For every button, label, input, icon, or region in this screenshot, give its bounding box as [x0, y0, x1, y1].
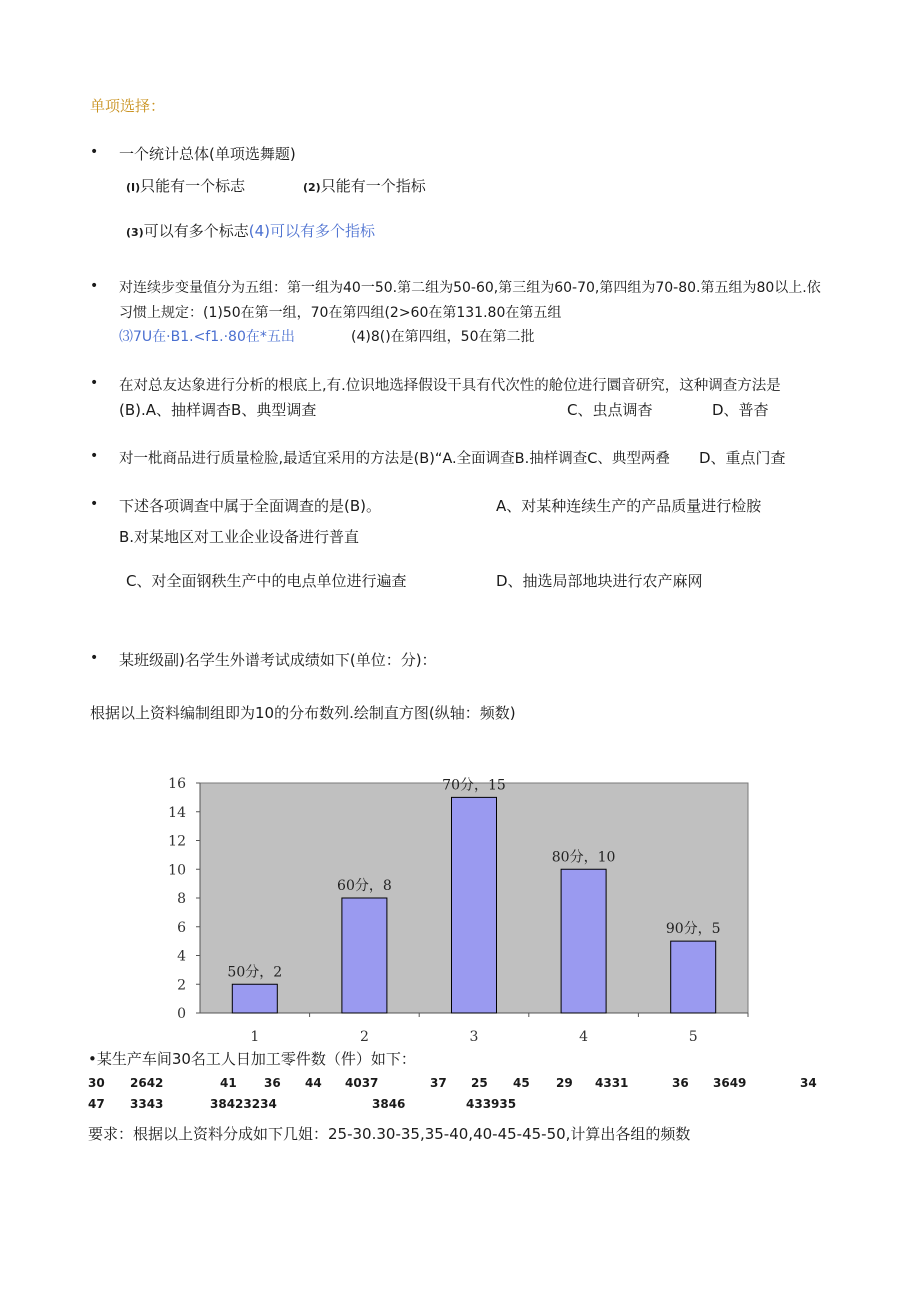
- q7-row1-10: 4331: [595, 1076, 629, 1090]
- q5-option-a: A、对某种连续生产的产品质量进行检胺: [496, 497, 762, 515]
- y-tick-label: 14: [168, 804, 186, 821]
- q7-row2-3: 3846: [372, 1097, 406, 1111]
- q7-row1-11: 36: [672, 1076, 689, 1090]
- data-label: 60分，8: [337, 878, 392, 894]
- q4-text: 对一枇商品进行质量检脸,最适宜采用的方法是(B)“A.全面调查B.抽样调查C、典型两叠: [119, 451, 670, 467]
- bullet-icon: •: [90, 278, 99, 294]
- q7-row2-2: 38423234: [210, 1097, 277, 1111]
- section-heading: 单项选择：: [90, 97, 166, 115]
- q1-option-1: [126, 175, 245, 196]
- q1-stem: 一个统计总体(单项选舞题): [119, 145, 296, 163]
- bullet-icon: •: [90, 448, 99, 464]
- q7-row1-8: 45: [513, 1076, 530, 1090]
- bullet-icon: •: [90, 496, 99, 512]
- data-label: 70分，15: [442, 777, 506, 794]
- q5-option-d: D、抽选局部地块进行农产麻网: [496, 572, 703, 590]
- data-label: 50分，2: [227, 964, 283, 981]
- q1-option-3-mark: (3): [126, 226, 144, 239]
- q3-line-1: 在对总友达象进行分析的根底上,有.位识地选择假设干具有代次性的舱位进行圜音研究，这种调查方法是: [119, 378, 781, 394]
- q7-row1-6: 37: [430, 1076, 447, 1090]
- q6-requirement: 根据以上资料编制组即为10的分布数列.绘制直方图(纵轴：频数): [90, 704, 516, 722]
- q1-option-3-text: 可以有多个标志: [143, 222, 249, 240]
- bar: [452, 797, 497, 1013]
- q5-option-c: C、对全面钢秩生产中的电点单位进行遍查: [126, 572, 407, 590]
- q1-option-1-text: 只能有一个标志: [140, 177, 246, 195]
- x-tick-label: 4: [579, 1029, 589, 1045]
- bar: [342, 898, 387, 1013]
- q1-option-1-mark: (I): [126, 181, 141, 194]
- histogram-chart: [150, 770, 770, 1050]
- q1-option-4-link[interactable]: (4)可以有多个指标: [248, 222, 375, 240]
- q2-line-3-rest: (4)8()在第四组，50在第二批: [351, 329, 535, 345]
- data-label: 80分，10: [551, 849, 616, 866]
- q2-line-2: 习惯上规定：(1)50在第一组，70在第四组(2>60在第131.80在第五组: [119, 305, 562, 321]
- q1-option-2: [303, 175, 426, 196]
- q7-row2-1: 3343: [130, 1097, 164, 1111]
- q7-row2-4: 433935: [466, 1097, 517, 1111]
- q7-row1-2: 41: [220, 1076, 237, 1090]
- bar: [561, 869, 606, 1013]
- q5-stem: 下述各项调查中属于全面调查的是(B)。: [119, 497, 381, 515]
- q4-option-d: D、重点门查: [699, 449, 786, 467]
- q7-row1-9: 29: [556, 1076, 573, 1090]
- bar: [232, 984, 277, 1013]
- q7-row1-5: 4037: [345, 1076, 379, 1090]
- y-tick-label: 10: [168, 862, 186, 879]
- x-tick-label: 5: [688, 1029, 698, 1045]
- y-tick-label: 0: [177, 1006, 186, 1022]
- q7-row1-0: 30: [88, 1076, 105, 1090]
- y-tick-label: 2: [177, 977, 186, 994]
- q7-row1-7: 25: [471, 1076, 488, 1090]
- q7-row1-13: 34: [800, 1076, 817, 1090]
- q7-row1-12: 3649: [713, 1076, 747, 1090]
- q7-requirement: 要求：根据以上资料分成如下几姐：25-30.30-35,35-40,40-45-45-50,计算出各组的频数: [88, 1125, 691, 1143]
- q1-option-2-mark: (2): [303, 181, 321, 194]
- data-label: 90分，5: [665, 921, 721, 938]
- q5-option-b: B.对某地区对工业企业设备进行普直: [119, 528, 360, 546]
- q7-row1-4: 44: [305, 1076, 322, 1090]
- q7-stem: •某生产车间30名工人日加工零件数（件）如下：: [88, 1050, 416, 1068]
- q2-line-3-link[interactable]: ⑶7U在·B1.<f1.·80在*五出: [119, 329, 295, 345]
- q1-option-2-text: 只能有一个指标: [320, 177, 426, 195]
- q3-options-ab: (B).A、抽样调杳B、典型调查: [119, 401, 317, 419]
- q7-row1-3: 36: [264, 1076, 281, 1090]
- bullet-icon: •: [90, 144, 99, 160]
- q6-stem: 某班级副)名学生外谱考试成绩如下(单位：分)：: [119, 651, 437, 669]
- bullet-icon: •: [90, 375, 99, 391]
- q2-line-1: 对连续步变量值分为五组：第一组为40一50.第二组为50-60,第三组为60-70,第四组为70-80.第五组为80以上.依: [119, 280, 821, 296]
- y-tick-label: 6: [177, 919, 186, 936]
- q7-row1-1: 2642: [130, 1076, 164, 1090]
- y-tick-label: 16: [168, 776, 186, 792]
- bullet-icon: •: [90, 650, 99, 666]
- q1-option-3: [126, 220, 375, 241]
- x-tick-label: 2: [359, 1029, 369, 1045]
- q3-option-c: C、虫点调杳: [567, 401, 653, 419]
- y-tick-label: 4: [177, 948, 186, 965]
- x-tick-label: 1: [250, 1029, 260, 1045]
- bar: [671, 941, 716, 1013]
- x-tick-label: 3: [469, 1029, 479, 1045]
- q3-option-d: D、普杳: [712, 401, 769, 419]
- q7-row2-0: 47: [88, 1097, 105, 1111]
- y-tick-label: 8: [177, 891, 186, 907]
- y-tick-label: 12: [168, 833, 186, 850]
